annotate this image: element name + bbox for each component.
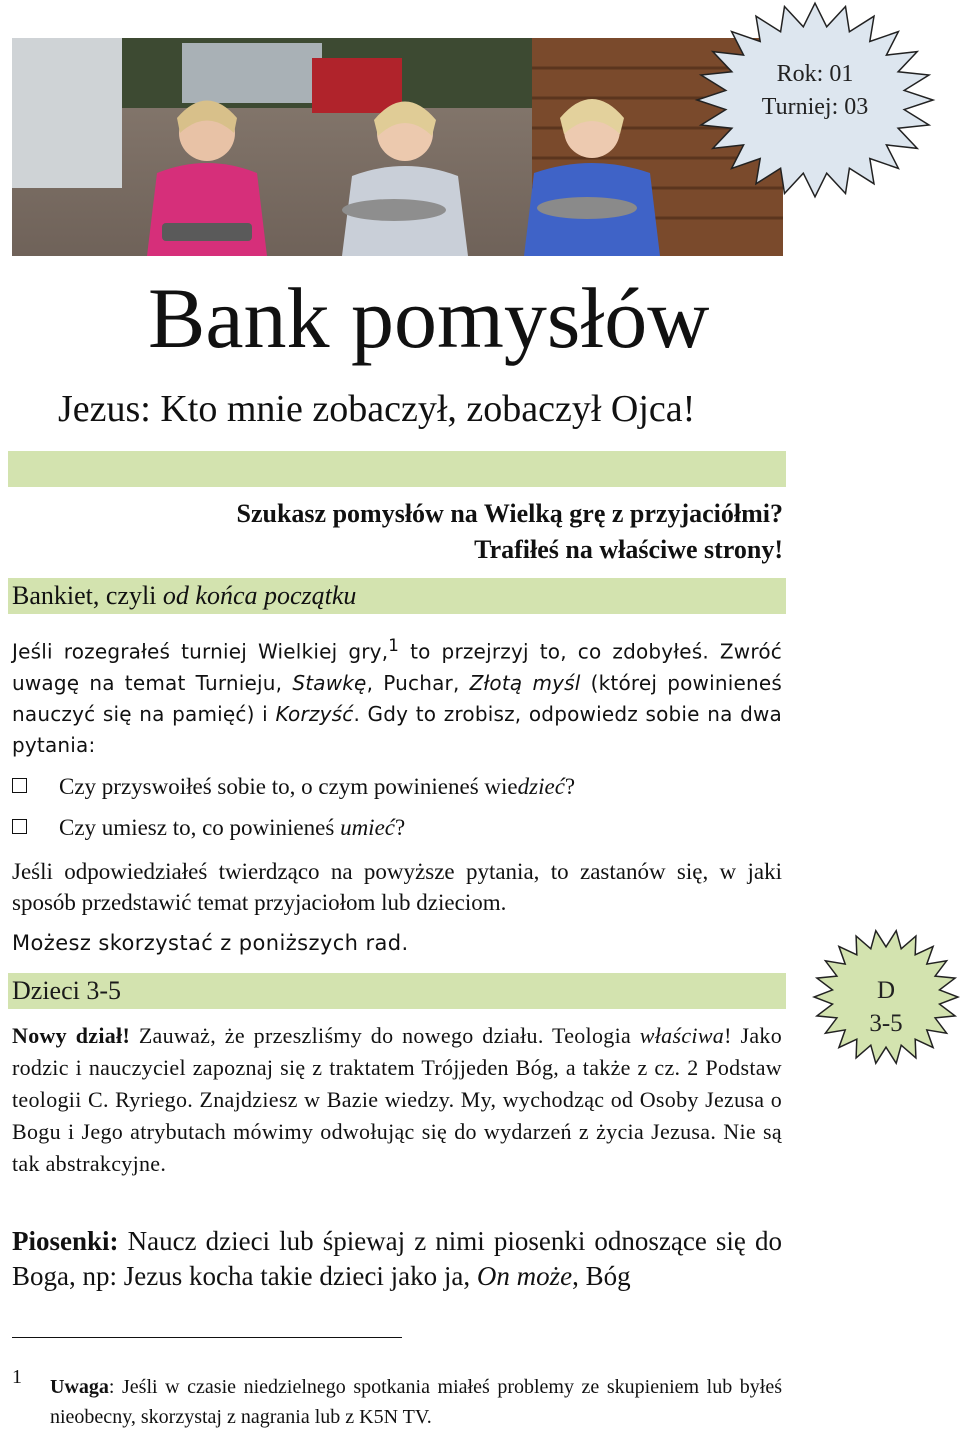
songs-paragraph: Piosenki: Naucz dzieci lub śpiewaj z nimi piosenki odnoszące się do Boga, np: Jezus kocha takie dzieci jako ja, On może, Bóg <box>12 1226 782 1291</box>
section-heading-children <box>8 973 786 1009</box>
page-title: Bank pomysłów <box>148 270 710 366</box>
tagline-line1: Szukasz pomysłów na Wielką grę z przyjaciółmi? <box>236 499 783 528</box>
footnote-number: 1 <box>12 1366 22 1388</box>
heading-plain: Bankiet, czyli <box>12 581 163 610</box>
question-item: Czy przyswoiłeś sobie to, o czym powinieneś wiedzieć? <box>12 771 575 802</box>
section-bar-empty <box>8 451 786 487</box>
badge-range: 3-5 <box>869 1010 903 1037</box>
heading-italic: od końca początku <box>162 581 357 610</box>
tagline <box>158 496 783 568</box>
header-photo <box>12 38 783 256</box>
advice-paragraph: Możesz skorzystać z poniższych rad. <box>12 931 409 955</box>
checkbox-icon[interactable] <box>12 819 27 834</box>
age-badge <box>812 928 960 1066</box>
badge-letter: D <box>876 977 896 1004</box>
intro-paragraph: Jeśli rozegrałeś turniej Wielkiej gry,$^1$ to przejrzyj to, co zdobyłeś. Zwróć uwagę na temat Turnieju, Stawkę, Puchar, Złotą myśl (której powinieneś nauczyć się na pamięć) i Korzyść. Gdy to zrobisz, odpowiedz sobie na dwa pytania: <box>12 636 782 757</box>
answer-paragraph: Jeśli odpowiedziałeś twierdząco na powyższe pytania, to zastanów się, w jaki sposób przedstawić temat przyjaciołom lub dzieciom. <box>12 859 782 915</box>
tagline-line2: Trafiłeś na właściwe strony! <box>474 535 783 564</box>
question-item: Czy umiesz to, co powinieneś umieć? <box>12 812 405 843</box>
photo-illustration <box>12 38 783 256</box>
footnote-ref[interactable]: 1 <box>388 636 400 655</box>
heading-children: Dzieci 3-5 <box>12 976 122 1005</box>
section-heading-bankiet <box>8 578 786 614</box>
year-label: Rok: 01 <box>776 61 854 87</box>
checkbox-icon[interactable] <box>12 778 27 793</box>
new-section-paragraph: Nowy dział! Zauważ, że przeszliśmy do nowego działu. Teologia właściwa! Jako rodzic i nauczyciel zapoznaj się z traktatem Trójjeden Bóg, a także z cz. 2 Podstaw teologii C. Ryriego. Znajdziesz w Bazie wiedzy. My, wychodząc od Osoby Jezusa o Bogu i Jego atrybutach mówimy odwołując się do wydarzeń z życia Jezusa. Nie są tak abstrakcyjne. <box>12 1023 783 1176</box>
year-tournament-badge <box>690 0 940 200</box>
page-subtitle: Jezus: Kto mnie zobaczył, zobaczył Ojca! <box>58 388 696 430</box>
footnote-divider <box>12 1337 402 1338</box>
footnote-text: Uwaga: Jeśli w czasie niedzielnego spotkania miałeś problemy ze skupieniem lub byłeś nieobecny, skorzystaj z nagrania lub z K5N TV. <box>50 1376 782 1428</box>
tournament-label: Turniej: 03 <box>761 94 869 120</box>
